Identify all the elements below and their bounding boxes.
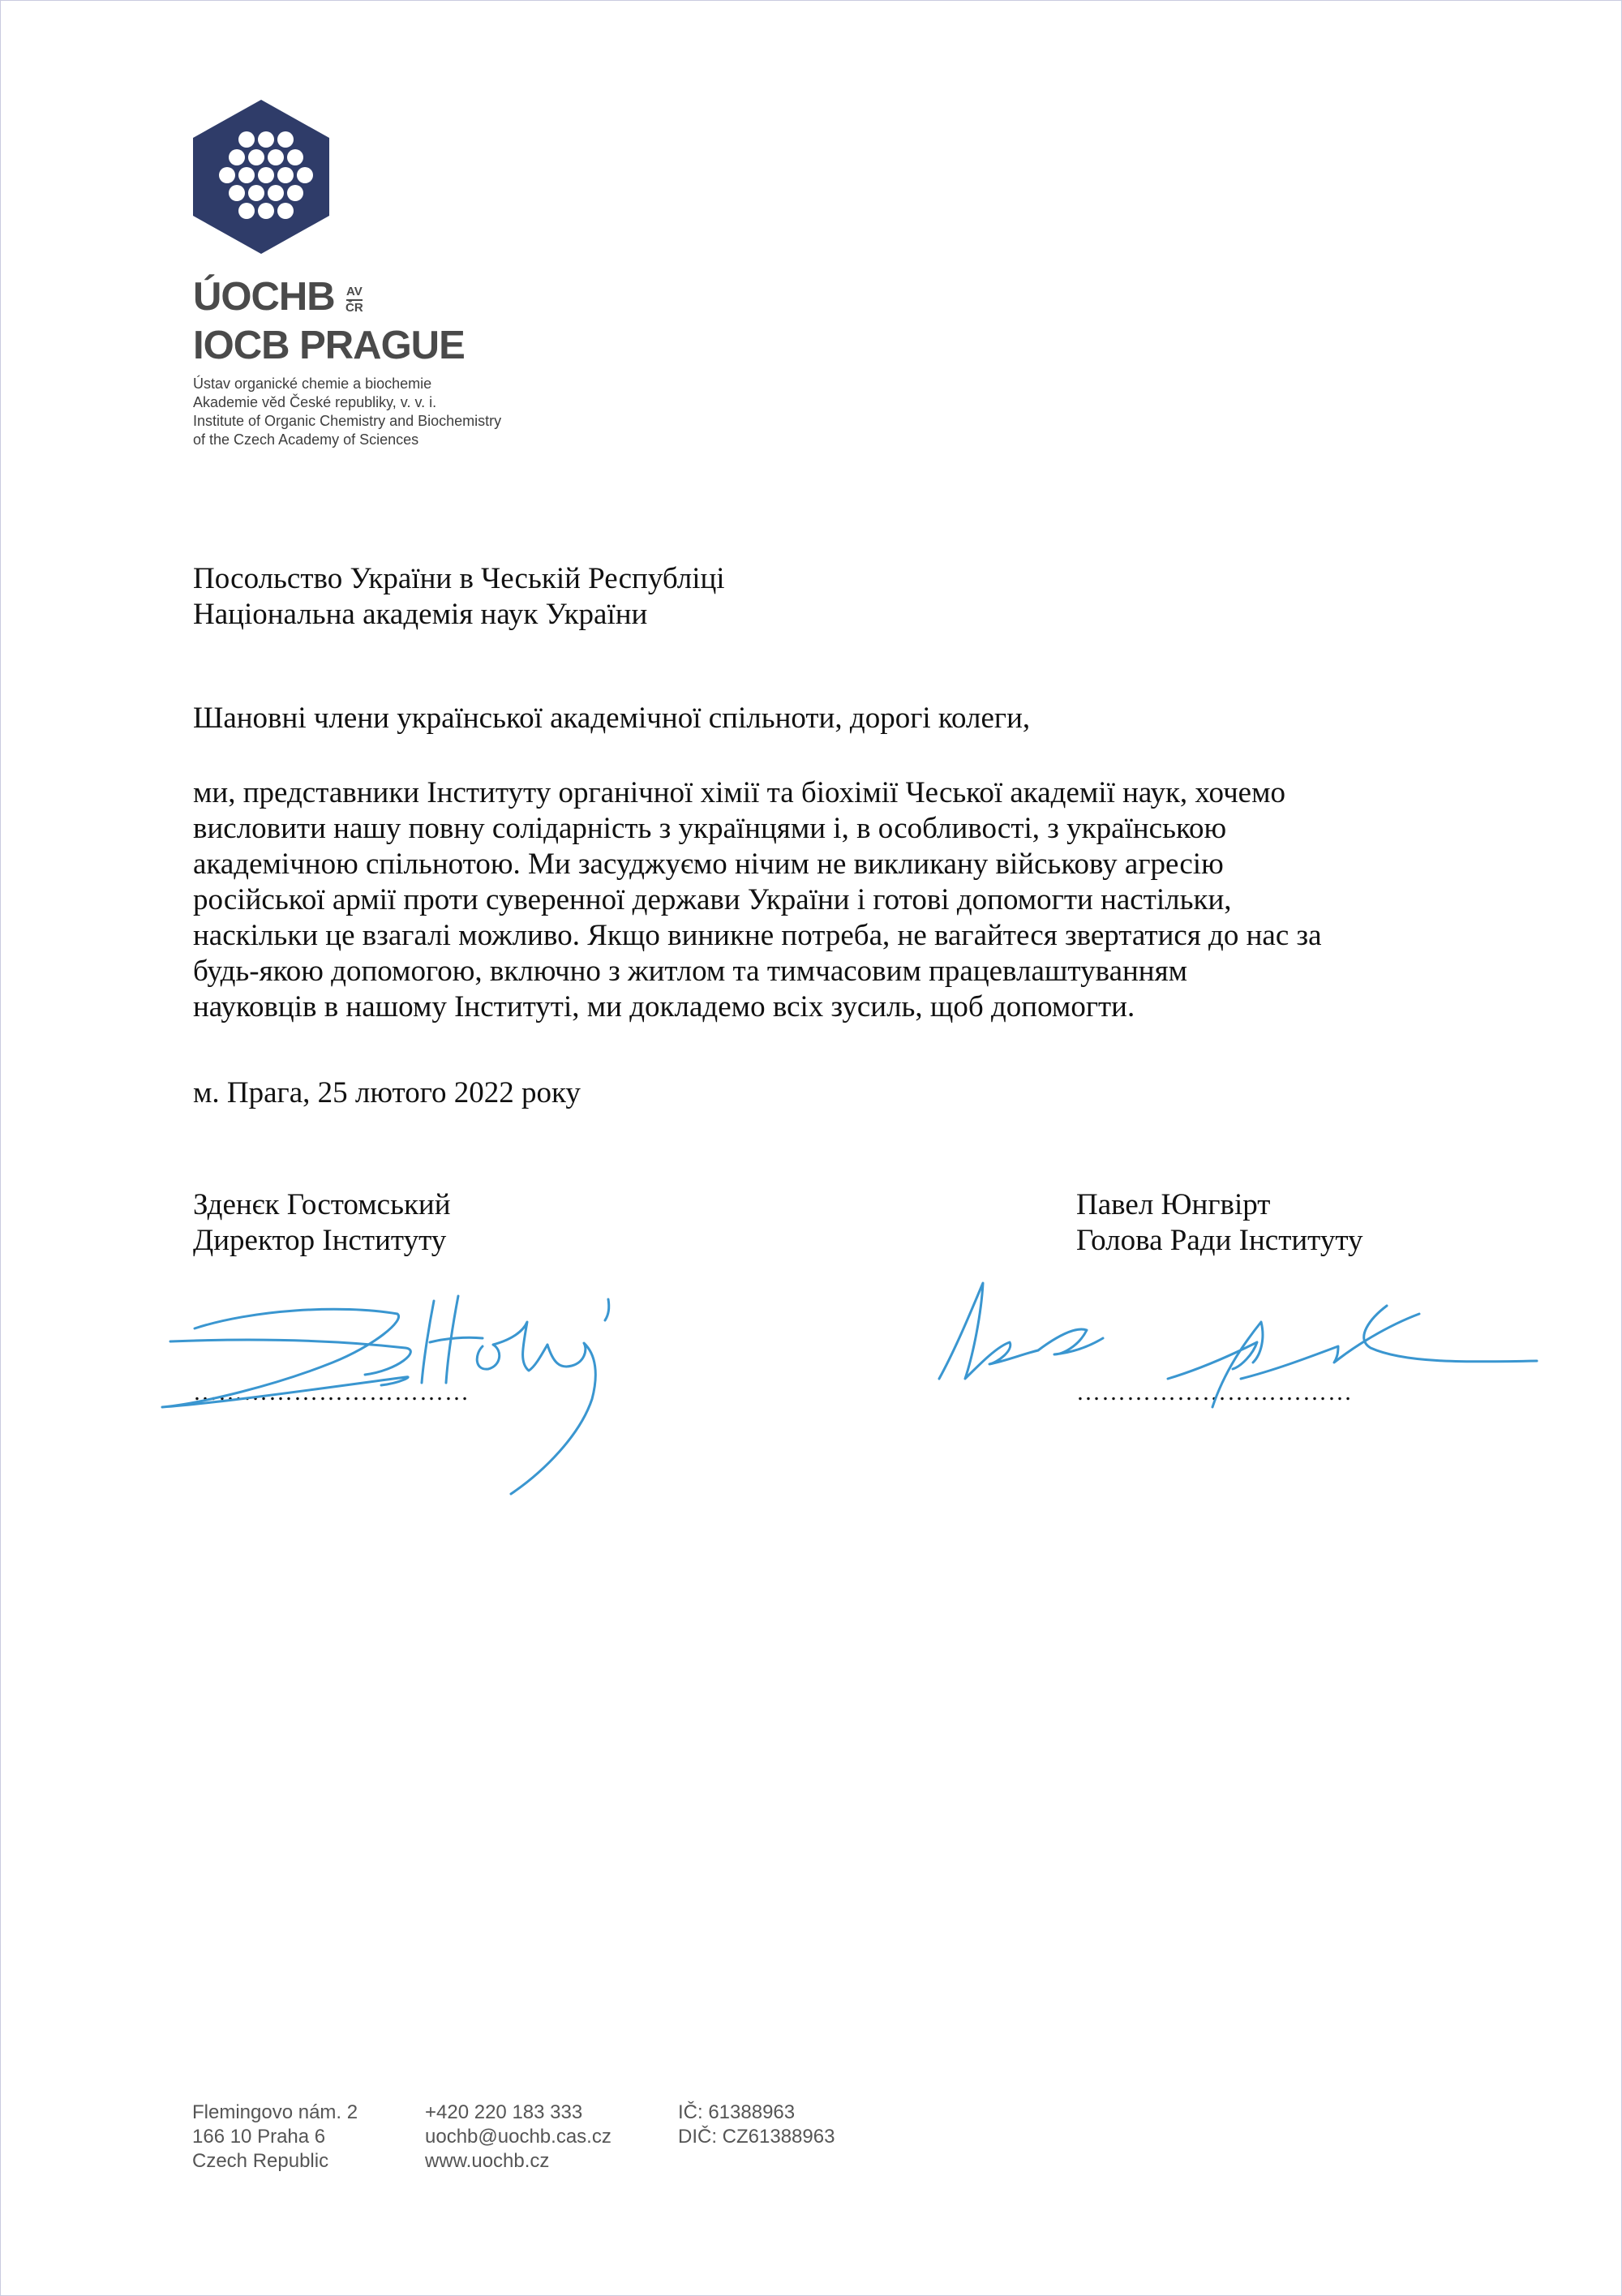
- recipient-line: Посольство України в Чеській Республіці: [193, 562, 725, 595]
- brand-name-en: IOCB PRAGUE: [193, 324, 465, 367]
- footer-dic: DIČ: CZ61388963: [678, 2126, 835, 2148]
- place-date: м. Прага, 25 лютого 2022 року: [193, 1076, 581, 1109]
- footer-address: [192, 2101, 358, 2174]
- signatory-name: Зденєк Гостомський: [193, 1188, 451, 1221]
- salutation: Шановні члени української академічної спільноти, дорогі колеги,: [193, 702, 1031, 735]
- footer-phone: +420 220 183 333: [425, 2101, 583, 2123]
- letter-body: [193, 775, 1458, 1025]
- av-cr-top: AV: [345, 285, 363, 298]
- footer-line: Czech Republic: [192, 2150, 329, 2172]
- signatory-name: Павел Юнгвірт: [1076, 1188, 1271, 1221]
- footer-contact: [425, 2101, 611, 2174]
- body-line: будь-якою допомогою, включно з житлом та тимчасовим працевлаштуванням: [193, 955, 1188, 988]
- av-cr-bottom: ČR: [345, 301, 363, 315]
- institute-line: of the Czech Academy of Sciences: [193, 431, 419, 448]
- signature-line: ……………………………: [1076, 1379, 1353, 1405]
- footer-line: 166 10 Praha 6: [192, 2126, 326, 2148]
- body-line: ми, представники Інституту органічної хімії та біохімії Чеської академії наук, хочемо: [193, 776, 1286, 809]
- council-chair-signature: [933, 1273, 1549, 1419]
- body-line: російської армії проти суверенної держави України і готові допомогти настільки,: [193, 883, 1232, 916]
- institute-line: Ústav organické chemie a biochemie: [193, 376, 432, 392]
- institute-name-lines: [193, 375, 501, 449]
- institute-line: Akademie věd České republiky, v. v. i.: [193, 394, 437, 410]
- signatory-director: [193, 1187, 451, 1259]
- institute-line: Institute of Organic Chemistry and Biochemistry: [193, 413, 502, 429]
- body-line: наскільки це взагалі можливо. Якщо виникне потреба, не вагайтеся звертатися до нас за: [193, 919, 1322, 952]
- recipient-line: Національна академія наук України: [193, 598, 648, 631]
- av-cr-mark: [345, 285, 363, 315]
- body-line: науковців в нашому Інституті, ми докладемо всіх зусиль, щоб допомогти.: [193, 990, 1135, 1024]
- footer-line: Flemingovo nám. 2: [192, 2101, 358, 2123]
- brand-name-cz: ÚOCHB: [193, 275, 335, 319]
- signatory-title: Голова Ради Інституту: [1076, 1224, 1363, 1257]
- footer-ic: IČ: 61388963: [678, 2101, 796, 2123]
- recipients: [193, 561, 725, 633]
- signatory-council-chair: [1076, 1187, 1363, 1259]
- iocb-logo-icon: [193, 100, 329, 254]
- footer-email: uochb@uochb.cas.cz: [425, 2126, 611, 2148]
- director-signature: [154, 1281, 689, 1500]
- footer-ids: [678, 2101, 835, 2149]
- footer-website: www.uochb.cz: [425, 2150, 550, 2172]
- signatory-title: Директор Інституту: [193, 1224, 447, 1257]
- body-line: висловити нашу повну солідарність з українцями і, в особливості, з українською: [193, 812, 1227, 845]
- signature-line: ……………………………: [193, 1379, 470, 1405]
- body-line: академічною спільнотою. Ми засуджуємо нічим не викликану військову агресію: [193, 848, 1224, 881]
